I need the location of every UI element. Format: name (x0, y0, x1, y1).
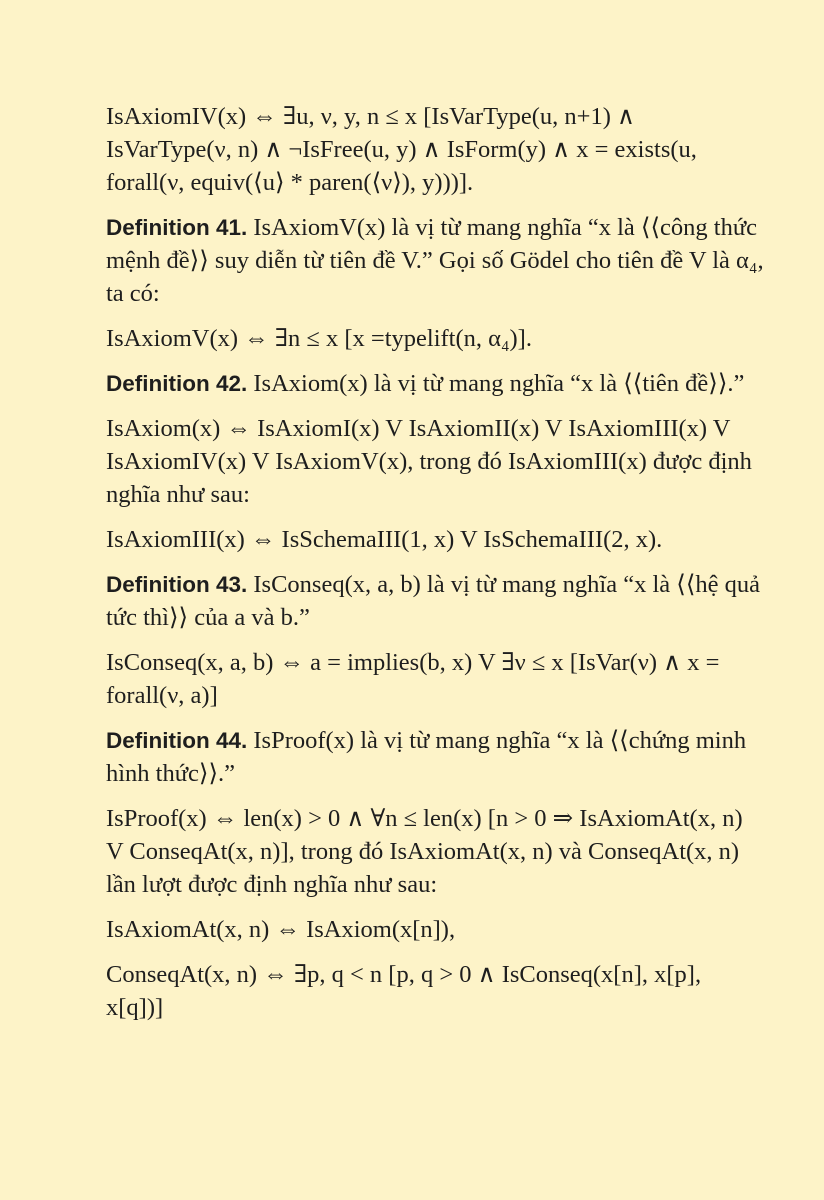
axiom-at-formula (106, 913, 764, 946)
definition-text: IsAxiomV(x) là vị từ mang nghĩa “x là ⟨⟨công thức mệnh đề⟩⟩ suy diễn từ tiên đề V.” Gọi số Gödel cho tiên đề V là α₄, ta có: (106, 214, 764, 307)
definition-label: Definition 41. (106, 215, 248, 240)
paragraph-text: IsConseq(x, a, b) ⇔ a = implies(b, x) V ∃ν ≤ x [IsVar(ν) ∧ x = forall(ν, a)] (106, 649, 720, 709)
conseq-at-formula (106, 958, 764, 1024)
paragraph-text: IsProof(x) ⇔ len(x) > 0 ∧ ∀n ≤ len(x) [n > 0 ⇒ IsAxiomAt(x, n) V ConseqAt(x, n)], trong đó IsAxiomAt(x, n) và ConseqAt(x, n) lần lượt được định nghĩa như sau: (106, 805, 743, 898)
paragraph-text: IsAxiomV(x) ⇔ ∃n ≤ x [x =typelift(n, α₄)]. (106, 325, 532, 352)
paragraph-text: IsAxiomIV(x) ⇔ ∃u, ν, y, n ≤ x [IsVarType(u, n+1) ∧ IsVarType(ν, n) ∧ ¬IsFree(u, y) ∧ IsForm(y) ∧ x = exists(u, forall(ν, equiv(⟨u⟩ * paren(⟨ν⟩), y)))]. (106, 103, 697, 196)
paragraph-text: IsAxiomAt(x, n) ⇔ IsAxiom(x[n]), (106, 916, 456, 943)
axiom-iv-formula (106, 100, 764, 199)
definition-43 (106, 568, 764, 634)
definition-41 (106, 211, 764, 310)
definition-text: IsAxiom(x) là vị từ mang nghĩa “x là ⟨⟨tiên đề⟩⟩.” (247, 370, 745, 397)
definition-label: Definition 44. (106, 728, 248, 753)
axiom-iii-formula (106, 523, 764, 556)
definition-label: Definition 42. (106, 371, 248, 396)
paragraph-text: ConseqAt(x, n) ⇔ ∃p, q < n [p, q > 0 ∧ IsConseq(x[n], x[p], x[q])] (106, 961, 702, 1021)
definition-text: IsProof(x) là vị từ mang nghĩa “x là ⟨⟨chứng minh hình thức⟩⟩.” (106, 727, 747, 787)
proof-formula (106, 802, 764, 901)
axiom-formula (106, 412, 764, 511)
definition-44 (106, 724, 764, 790)
axiom-v-formula (106, 322, 764, 355)
definition-42 (106, 367, 764, 400)
conseq-formula (106, 646, 764, 712)
definition-text: IsConseq(x, a, b) là vị từ mang nghĩa “x là ⟨⟨hệ quả tức thì⟩⟩ của a và b.” (106, 571, 761, 631)
paragraph-text: IsAxiom(x) ⇔ IsAxiomI(x) V IsAxiomII(x) V IsAxiomIII(x) V IsAxiomIV(x) V IsAxiomV(x), trong đó IsAxiomIII(x) được định nghĩa như sau: (106, 415, 752, 508)
definition-label: Definition 43. (106, 572, 248, 597)
paragraph-text: IsAxiomIII(x) ⇔ IsSchemaIII(1, x) V IsSchemaIII(2, x). (106, 526, 663, 553)
